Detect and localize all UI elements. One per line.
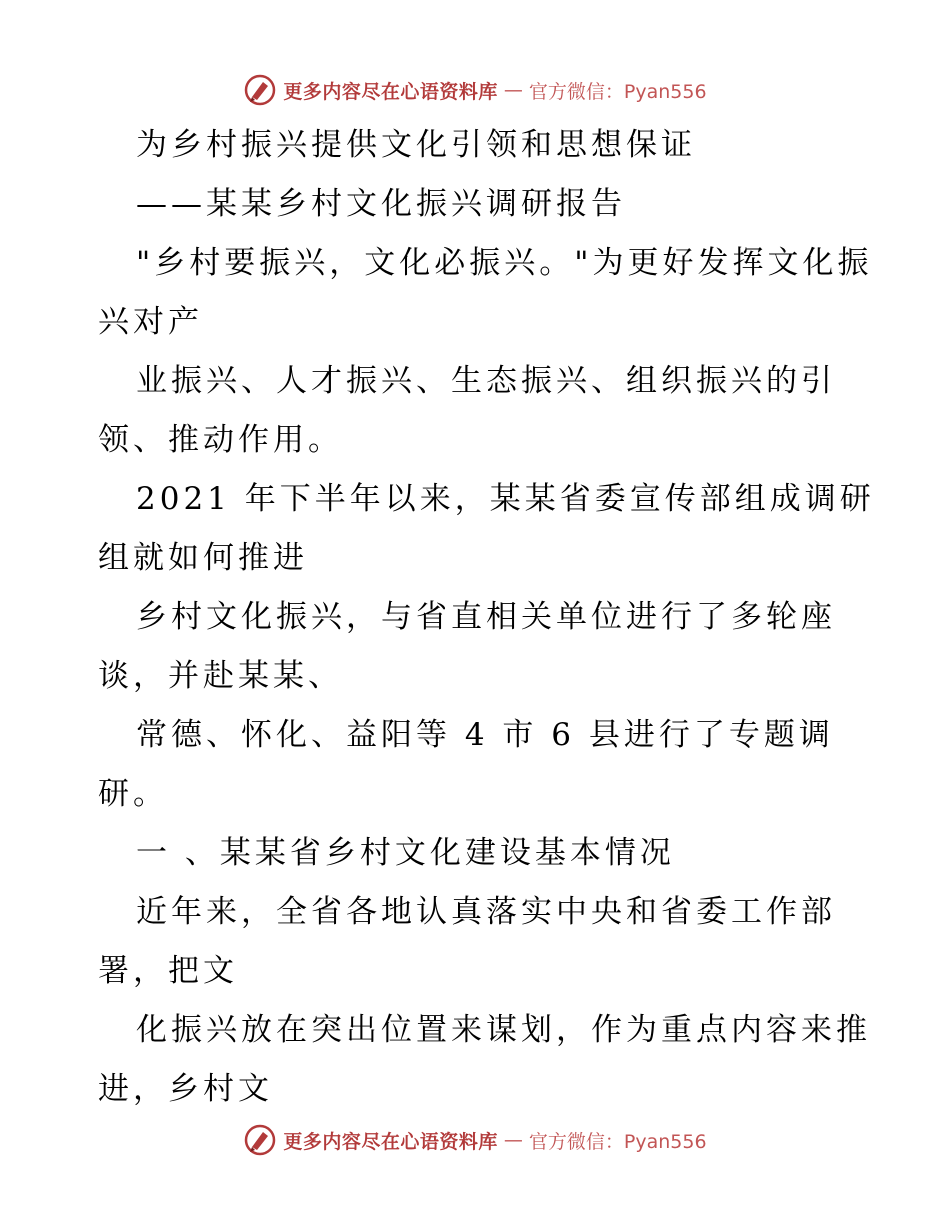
text-line: 兴对产 [98, 304, 203, 340]
watermark-text: 更多内容尽在心语资料库 [283, 80, 498, 103]
text-line: 领、推动作用。 [98, 422, 343, 458]
document-body [98, 116, 875, 1119]
watermark-group [243, 1123, 706, 1157]
text-line: "乡村要振兴，文化必振兴。"为更好发挥文化振 [136, 245, 873, 281]
watermark-contact: 官方微信：Pyan556 [528, 80, 707, 103]
text-line: ——某某乡村文化振兴调研报告 [136, 186, 626, 222]
text-line: 一 、某某省乡村文化建设基本情况 [136, 835, 675, 871]
pen-logo-icon [243, 73, 277, 107]
watermark-text: 更多内容尽在心语资料库 [283, 1130, 498, 1153]
watermark-separator: — [503, 1129, 523, 1151]
watermark-group [243, 73, 706, 107]
header-watermark [0, 70, 950, 110]
text-line: 署，把文 [98, 953, 238, 989]
text-line: 进，乡村文 [98, 1071, 273, 1107]
text-line: 常德、怀化、益阳等 4 市 6 县进行了专题调 [136, 717, 834, 753]
watermark-separator: — [503, 79, 523, 101]
footer-watermark [0, 1120, 950, 1160]
pen-logo-icon [243, 1123, 277, 1157]
text-line: 为乡村振兴提供文化引领和思想保证 [136, 127, 696, 163]
text-line: 组就如何推进 [98, 540, 308, 576]
text-line: 近年来，全省各地认真落实中央和省委工作部 [136, 894, 836, 930]
text-line: 业振兴、人才振兴、生态振兴、组织振兴的引 [136, 363, 836, 399]
text-line: 研。 [98, 776, 168, 812]
text-line: 谈，并赴某某、 [98, 658, 343, 694]
text-line: 乡村文化振兴，与省直相关单位进行了多轮座 [136, 599, 836, 635]
text-line: 2021 年下半年以来，某某省委宣传部组成调研 [136, 481, 875, 517]
text-line: 化振兴放在突出位置来谋划，作为重点内容来推 [136, 1012, 871, 1048]
watermark-contact: 官方微信：Pyan556 [528, 1130, 707, 1153]
